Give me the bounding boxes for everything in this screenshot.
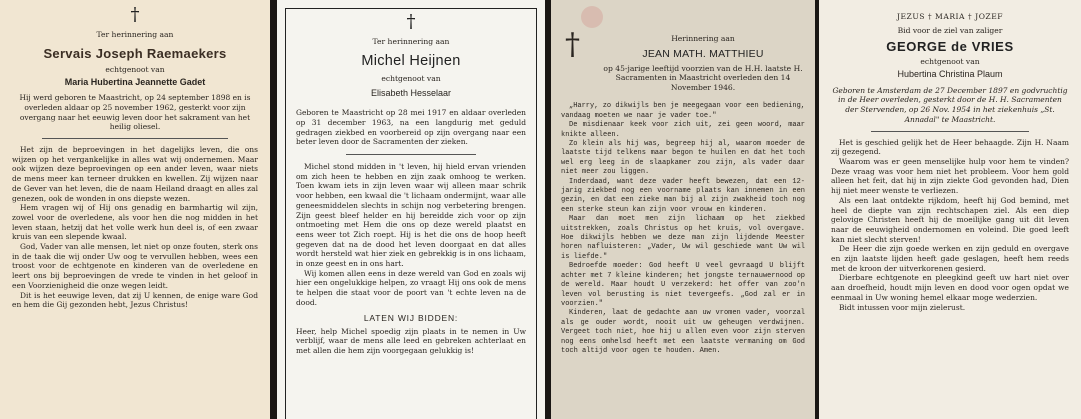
relation-text: echtgenoot van: [920, 57, 980, 67]
card-header: Bid voor de ziel van zaliger: [897, 25, 1003, 35]
bio-text: op 45-jarige leeftijd voorzien van de H.H. laatste H. Sacramenten in Maastricht overleden den 14 November 1946.: [603, 63, 803, 92]
paragraph: De Heer die zijn goede werken en zijn geduld en overgave en zijn laatste lijden heeft gade geslagen, heeft hem reeds met de kroon der uitverkorenen gesierd.: [831, 244, 1069, 273]
relation-text: echtgenoot van: [381, 73, 441, 83]
card-header: Herinnering aan: [671, 34, 735, 43]
paragraph: Hem vragen wij of Hij ons genadig en barmhartig wil zijn, zowel voor de overledene, als voor hen die nog midden in het leven staan, hetzij dat het volle werk hun deel is, of een zwaar kruis van een slepende kwaal.: [12, 203, 258, 242]
paragraph: Dit is het eeuwige leven, dat zij U kennen, de enige ware God en hem die Gij gezonden hebt, Jezus Christus!: [12, 290, 258, 310]
spouse-name: Hubertina Christina Plaum: [897, 68, 1003, 79]
cross-icon: †: [565, 27, 580, 62]
bio-text: Geboren te Amsterdam de 27 December 1897 en godvruchtig in de Heer overleden, gesterkt door de H. H. Sacramenten der Stervenden, op 26 Nov. 1954 in het ziekenhuis „St. Annadal" te Maastricht.: [832, 85, 1068, 124]
spouse-name: Maria Hubertina Jeannette Gadet: [64, 77, 206, 88]
prayer-text: Heer, help Michel spoedig zijn plaats in te nemen in Uw verblijf, waar de mens alle leed en gebreken achterlaat en met allen die hem zijn voorgegaan gelukkig is!: [296, 326, 526, 355]
paragraph: Maar dan moet men zijn lichaam op het ziekbed uitstrekken, zoals Christus op het kruis, vol overgave. Hoe dikwijls hebben we deze man zijn lijdende Meester horen nafluisteren: „Vader, Uw wil geschiede want Uw wil is liefde.": [561, 215, 805, 261]
prayer-heading: LATEN WIJ BIDDEN:: [363, 312, 459, 323]
divider: [871, 131, 1029, 132]
paragraph: Michel stond midden in 't leven, hij hield ervan vrienden om zich heen te hebben en zijn zaak omhoog te werken. Toen kwam iets in zijn leven waar wij alleen maar schrik voor hebben, een kwaal die 't lichaam ondermijnt, waar alle geneesmiddelen slechts in schijn nog verbetering brengen. Zijn geest bleef helder en hij bereidde zich voor op zijn ontmoeting met Hem die ons op deze wereld plaatst en eens weer tot Zich roept. Hij is het die ons de hoop heeft gegeven dat na de dood het leven doorgaat en dat alles wordt hersteld wat hier ziek en gebrekkig is in ons lichaam, in onze geest en in ons hart.: [296, 162, 526, 269]
paragraph: Zo klein als hij was, begreep hij al, waarom moeder de laatste tijd telkens maar begon te huilen en dat het toch wel erg leeg in de slaapkamer zou zijn, als vader daar niet meer zou liggen.: [561, 140, 805, 177]
card-border: [285, 8, 537, 419]
paragraph: Bidt intussen voor mijn zielerust.: [839, 302, 966, 312]
paragraph: Wij komen allen eens in deze wereld van God en zoals wij hier een ongelukkige helpen, zo vraagt Hij ons ook de mens te helpen die staat voor de poort van 't echte leven na de dood.: [296, 268, 526, 307]
card-header: Ter herinnering aan: [96, 30, 174, 39]
paragraph: Als een laat ontdekte rijkdom, heeft hij God bemind, met heel de diepte van zijn rechtschapen ziel. Als een diep gelovige Christen heeft hij de moeilijke gang uit dit leven naar de eeuwigheid ondernomen en voleind. Die goed leeft kan niet slecht sterven!: [831, 195, 1069, 244]
card-header: Ter herinnering aan: [372, 37, 450, 46]
cross-icon: †: [406, 11, 416, 32]
memorial-card-raemaekers: [0, 0, 270, 419]
body-text: [831, 138, 1069, 313]
bio-text: Geboren te Maastricht op 28 mei 1917 en aldaar overleden op 31 december 1963, na een langdurig met geduld gedragen ziekbed en voorbereid op zijn overgang naar een beter leven door de Sacramenten der zieken.: [296, 108, 526, 147]
divider: [346, 154, 476, 155]
stain-mark: [581, 6, 603, 28]
memorial-card-de-vries: [819, 0, 1081, 419]
spouse-name: Elisabeth Hesselaar: [370, 88, 452, 99]
paragraph: Inderdaad, want deze vader heeft bewezen, dat een 12-jarig ziekbed nog een voorname plaats kan innemen in een gezin, en dat een zieke man bij al zijn zwakheid toch nog een sterke steun kan zijn voor vrouw en kinderen.: [561, 177, 805, 214]
paragraph: Dierbare echtgenote en pleegkind geeft uw hart niet over aan droefheid, houdt mijn leven en dood voor ogen opdat we eenmaal in Uw woning hemel elkaar moge wederzien.: [831, 273, 1069, 302]
paragraph: Waarom was er geen menselijke hulp voor hem te vinden? Deze vraag was voor hem niet het probleem. Voor hem gold alleen het feit, dat hij in zijn ziekte God gevonden had, Dien hij niet meer wenste te verliezen.: [831, 157, 1069, 196]
body-text: [296, 162, 526, 308]
cross-icon: †: [130, 4, 140, 25]
body-text: [12, 145, 258, 310]
deceased-name: JEAN MATH. MATTHIEU: [642, 47, 764, 60]
paragraph: Bedroefde moeder: God heeft U veel gevraagd U blijft achter met 7 kleine kinderen; het jongste ternauwernood op de wereld. Maar houdt U verzekerd: het offer van zoo'n leven vol berusting is niet tevergeefs. „God zal er in voorzien.": [561, 262, 805, 308]
deceased-name: Michel Heijnen: [361, 52, 461, 69]
bio-text: Hij werd geboren te Maastricht, op 24 september 1898 en is overleden aldaar op 25 november 1962, gesterkt voor zijn overgang naar het eeuwig leven door het sakrament van het heilig oliesel.: [19, 93, 251, 132]
deceased-name: GEORGE de VRIES: [886, 39, 1014, 55]
relation-text: echtgenoot van: [105, 64, 165, 74]
paragraph: Kinderen, laat de gedachte aan uw vromen vader, voorzal als ge ouder wordt, nooit uit uw geheugen verdwijnen. Vergeet toch niet, hoe hij u allen even voor zijn sterven nog eens omhelsd heeft met een laatste vermaning om God toch altijd voor ogen te houden. Amen.: [561, 309, 805, 355]
paragraph: God, Vader van alle mensen, let niet op onze fouten, sterk ons in de taak die wij onder Uw oog te vervullen hebben, wees een troost voor de echtgenote en kinderen van de overledene en leert ons bij beproevingen de vrede te vinden in het geloof in een Voorzienigheid die onze wegen leidt.: [12, 242, 258, 290]
divider: [42, 138, 228, 139]
body-text: [561, 102, 805, 356]
paragraph: Het is geschied gelijk het de Heer behaagde. Zijn H. Naam zij gezegend.: [831, 137, 1069, 157]
memorial-card-matthieu: [551, 0, 815, 419]
paragraph: „Harry, zo dikwijls ben je meegegaan voor een bediening, vandaag moeten we naar je vader toe.": [561, 102, 805, 120]
deceased-name: Servais Joseph Raemaekers: [43, 45, 227, 61]
paragraph: Het zijn de beproevingen in het dagelijks leven, die ons wijzen op het vergankelijke in alles wat wij ondernemen. Maar ook wijzen deze beproevingen op een ander leven, waar niets de mens meer kan terneer drukken en kwellen. Zij wijzen naar de Gever van het leven, die de naam Heiland draagt en alles zal genezen, ook de wonden in ons diepste wezen.: [12, 145, 258, 203]
top-line: JEZUS † MARIA † JOZEF: [896, 12, 1004, 21]
memorial-card-heijnen: [277, 0, 545, 419]
paragraph: De misdienaar keek voor zich uit, zei geen woord, maar knikte alleen.: [561, 121, 805, 139]
